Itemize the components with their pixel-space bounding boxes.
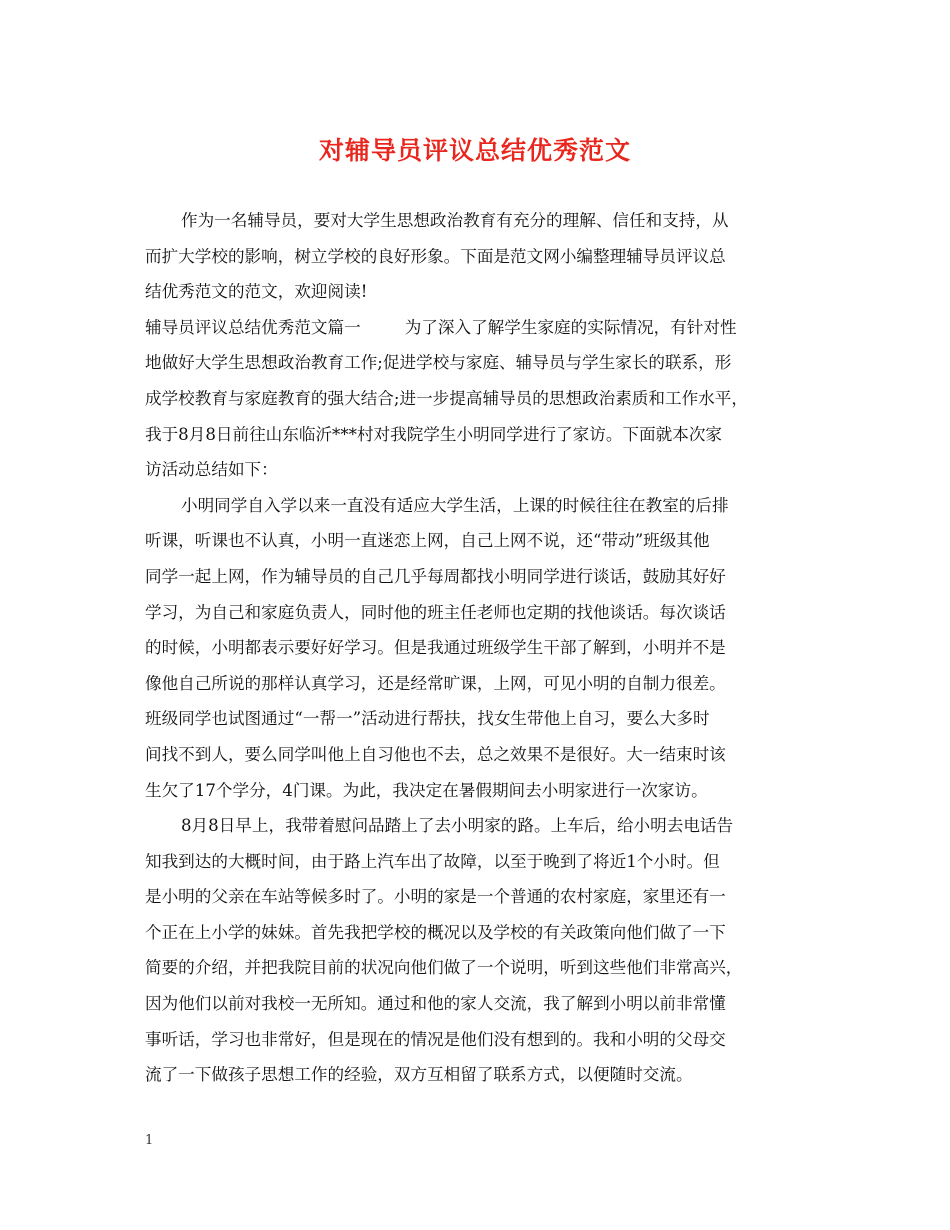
text-line: 同学一起上网，作为辅导员的自己几乎每周都找小明同学进行谈话，鼓励其好好 (145, 566, 726, 586)
section-heading: 辅导员评议总结优秀范文篇一 (145, 317, 361, 337)
text-line: 成学校教育与家庭教育的强大结合;进一步提高辅导员的思想政治素质和工作水平， (145, 388, 748, 408)
document-body (145, 203, 803, 1093)
text-line: 为了深入了解学生家庭的实际情况，有针对性 (404, 317, 737, 337)
text-line: 是小明的父亲在车站等候多时了。小明的家是一个普通的农村家庭，家里还有一 (145, 887, 726, 907)
text-line: 的时候，小明都表示要好好学习。但是我通过班级学生干部了解到，小明并不是 (145, 638, 726, 658)
text-line: 而扩大学校的影响，树立学校的良好形象。下面是范文网小编整理辅导员评议总 (145, 246, 726, 266)
text-line: 8月8日早上，我带着慰问品踏上了去小明家的路。上车后，给小明去电话告 (181, 816, 734, 836)
page-number: 1 (145, 1133, 154, 1148)
section-first-line (145, 310, 803, 346)
text-line: 作为一名辅导员，要对大学生思想政治教育有充分的理解、信任和支持，从 (181, 211, 729, 230)
text-line: 像他自己所说的那样认真学习，还是经常旷课，上网，可见小明的自制力很差。 (145, 673, 726, 693)
text-line: 地做好大学生思想政治教育工作;促进学校与家庭、辅导员与学生家长的联系，形 (145, 353, 732, 373)
paragraph-3 (145, 808, 803, 1093)
text-line: 学习，为自己和家庭负责人，同时他的班主任老师也定期的找他谈话。每次谈话 (145, 602, 726, 622)
text-line: 生欠了17个学分，4门课。为此，我决定在暑假期间去小明家进行一次家访。 (145, 780, 708, 800)
text-line: 因为他们以前对我校一无所知。通过和他的家人交流，我了解到小明以前非常懂 (145, 994, 726, 1014)
text-line: 流了一下做孩子思想工作的经验，双方互相留了联系方式，以便随时交流。 (145, 1065, 693, 1085)
text-line: 班级同学也试图通过“一帮一”活动进行帮扶，找女生带他上自习，要么大多时 (145, 709, 710, 729)
text-line: 访活动总结如下： (145, 460, 278, 480)
paragraph-2 (145, 488, 803, 808)
text-line: 事听话，学习也非常好，但是现在的情况是他们没有想到的。我和小明的父母交 (145, 1029, 726, 1049)
text-line: 个正在上小学的妹妹。首先我把学校的概况以及学校的有关政策向他们做了一下 (145, 922, 726, 942)
text-line: 我于8月8日前往山东临沂***村对我院学生小明同学进行了家访。下面就本次家 (145, 424, 723, 444)
text-line: 简要的介绍，并把我院目前的状况向他们做了一个说明，听到这些他们非常高兴， (145, 958, 743, 978)
text-line: 结优秀范文的范文，欢迎阅读! (145, 282, 368, 302)
intro-paragraph (145, 203, 803, 310)
text-line: 间找不到人，要么同学叫他上自习他也不去，总之效果不是很好。大一结束时该 (145, 744, 726, 764)
section-paragraph (145, 310, 803, 488)
text-line: 听课，听课也不认真，小明一直迷恋上网，自己上网不说，还“带动”班级其他 (145, 531, 710, 551)
document-title: 对辅导员评议总结优秀范文 (318, 136, 631, 165)
text-line: 小明同学自入学以来一直没有适应大学生活，上课的时候往往在教室的后排 (181, 495, 729, 515)
text-line: 知我到达的大概时间，由于路上汽车出了故障，以至于晚到了将近1个小时。但 (145, 851, 720, 871)
